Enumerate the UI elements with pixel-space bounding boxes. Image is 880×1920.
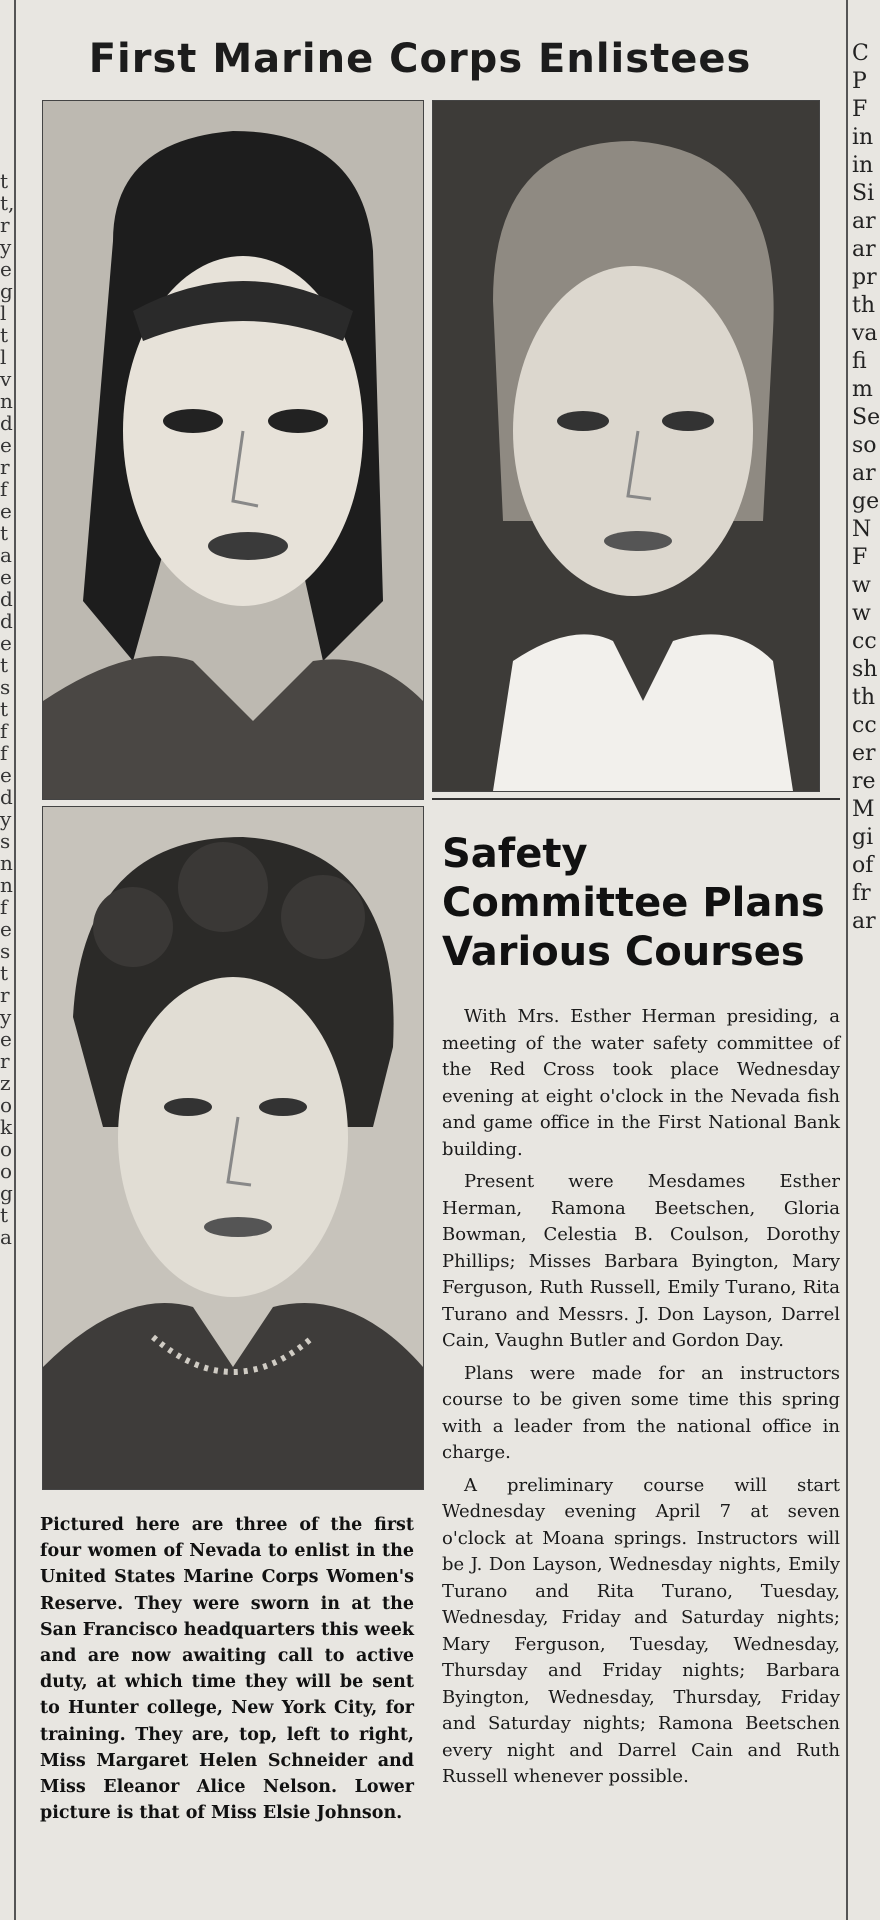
left-column-rule xyxy=(14,0,16,1920)
left-column-fragments: t t, r y e g l t l v n d e r f e t a e d d e t s t f f e d y s n n f e s t r y e r z o k o o g t a xyxy=(0,169,15,1249)
photo-headline: First Marine Corps Enlistees xyxy=(88,36,752,82)
photo-top-right xyxy=(432,100,820,792)
photo-top-left xyxy=(42,100,424,800)
photo-bottom xyxy=(42,806,424,1490)
photo-caption: Pictured here are three of the first four women of Nevada to enlist in the United States Marine Corps Women's Reserve. They were sworn in at the San Francisco headquarters this week and are now awaiting call to active duty, at which time they will be sent to Hunter college, New York City, for training. They are, top, left to right, Miss Margaret Helen Schneider and Miss Eleanor Alice Nelson. Lower picture is that of Miss Elsie Johnson. xyxy=(40,1515,414,1824)
story-body xyxy=(442,1004,840,1797)
story-paragraph: A preliminary course will start Wednesday evening April 7 at seven o'clock at Moana springs. Instructors will be J. Don Layson, Wednesday nights, Emily Turano and Rita Turano, Tuesday, Wednesday, Friday and Saturday nights; Mary Ferguson, Tuesday, Wednesday, Thursday and Friday nights; Barbara Byington, Wednesday, Thursday, Friday and Saturday nights; Ramona Beetschen every night and Darrel Cain and Ruth Russell whenever possible. xyxy=(442,1474,840,1787)
story-column-rule xyxy=(432,798,840,800)
story-paragraph: Plans were made for an instructors course to be given some time this spring with a leader from the national office in charge. xyxy=(442,1362,840,1463)
portrait-dark-hair xyxy=(43,101,423,799)
portrait-curly-hair xyxy=(43,807,423,1489)
story-paragraph: With Mrs. Esther Herman presiding, a meeting of the water safety committee of the Red Cross took place Wednesday evening at eight o'clock in the Nevada fish and game office in the First National Bank building. xyxy=(442,1006,840,1160)
story-headline: Safety Committee Plans Various Courses xyxy=(442,831,825,975)
right-column-rule xyxy=(846,0,848,1920)
portrait-light-hair xyxy=(433,101,819,791)
story-paragraph: Present were Mesdames Esther Herman, Ramona Beetschen, Gloria Bowman, Celestia B. Coulson, Dorothy Phillips; Misses Barbara Byington, Mary Ferguson, Ruth Russell, Emily Turano, Rita Turano and Messrs. J. Don Layson, Darrel Cain, Vaughn Butler and Gordon Day. xyxy=(442,1171,840,1351)
right-column-fragments: C P F in in Si ar ar pr th va fi m Se so ar ge N F w w cc sh th cc er re M gi of fr ar xyxy=(852,41,880,934)
